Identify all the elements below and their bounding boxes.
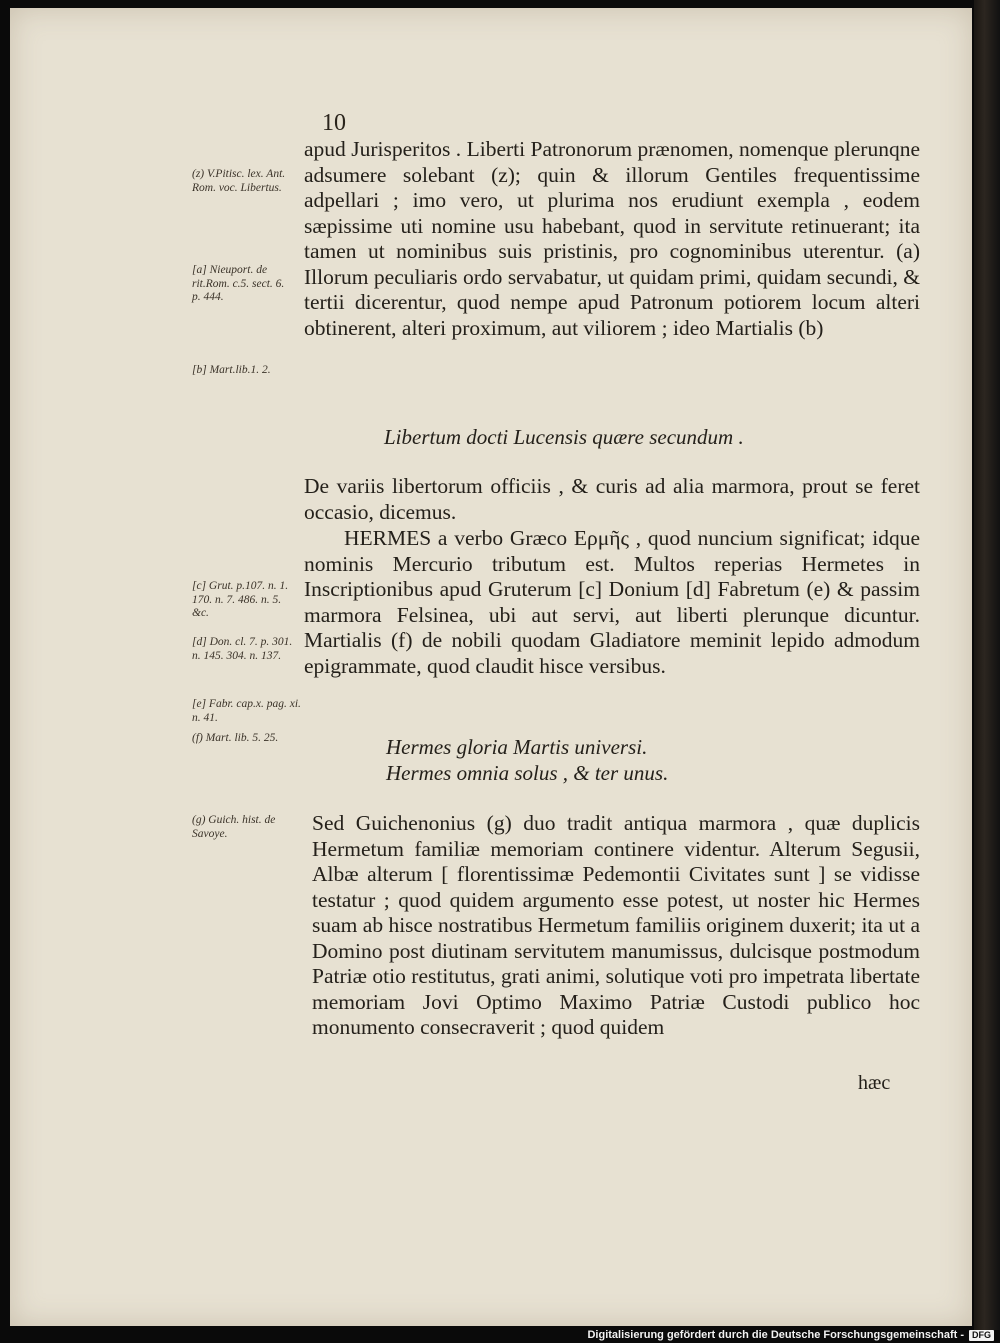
margin-note-f: (f) Mart. lib. 5. 25. bbox=[192, 732, 279, 744]
verse-quote-3: Hermes omnia solus , & ter unus. bbox=[386, 761, 669, 785]
margin-note-a: [a] Nieuport. de rit.Rom. c.5. sect. 6. p. 444. bbox=[192, 264, 285, 303]
credit-text: Digitalisierung gefördert durch die Deutsche Forschungsgemeinschaft - bbox=[587, 1329, 964, 1341]
dfg-logo: DFG bbox=[969, 1330, 994, 1341]
margin-note-c: [c] Grut. p.107. n. 1. 170. n. 7. 486. n. 5. &c. bbox=[192, 580, 289, 619]
book-edge bbox=[974, 0, 1000, 1330]
digitization-credit bbox=[587, 1328, 994, 1342]
margin-note-e: [e] Fabr. cap.x. pag. xi. n. 41. bbox=[192, 698, 301, 724]
margin-note-z: (z) V.Pitisc. lex. Ant. Rom. voc. Libertus. bbox=[192, 168, 286, 194]
paragraph-2: De variis libertorum officiis , & curis ad alia marmora, prout se feret occasio, dicemus. bbox=[304, 474, 920, 524]
catchword: hæc bbox=[858, 1072, 891, 1094]
paragraph-1: apud Jurisperitos . Liberti Patronorum prænomen, nomenque plerunqne adsumere solebant (z); quin & illorum Gentiles frequentissime adpellari ; imo vero, ut plurima nos erudiunt exempla , eodem sæpissime uti nomine usu habebant, quod in servitute retinuerant; ita tamen ut nominibus suis pristinis, pro cognominibus uterentur. (a) Illorum peculiaris ordo servabatur, ut quidam primi, quidam secundi, & tertii dicerentur, quod nempe apud Patronum potiorem locum alteri obtinerent, alteri proximum, aut viliorem ; ideo Martialis (b) bbox=[304, 137, 920, 340]
margin-note-d: [d] Don. cl. 7. p. 301. n. 145. 304. n. 137. bbox=[192, 636, 293, 662]
margin-note-g: (g) Guich. hist. de Savoye. bbox=[192, 814, 276, 840]
page-number: 10 bbox=[322, 110, 346, 136]
paragraph-3: HERMES a verbo Græco Ερμῆς , quod nuncium significat; idque nominis Mercurio tributum est. Multos reperias Hermetes in Inscriptionibus apud Gruterum [c] Donium [d] Fabretum (e) & passim marmora Felsinea, ubi aut servi, aut liberti plerunque dicuntur. Martialis (f) de nobili quodam Gladiatore meminit lepido admodum epigrammate, quod claudit hisce versibus. bbox=[304, 526, 920, 678]
verse-quote-1: Libertum docti Lucensis quære secundum . bbox=[384, 425, 744, 449]
paragraph-4: Sed Guichenonius (g) duo tradit antiqua marmora , quæ duplicis Hermetum familiæ memoriam continere videntur. Alterum Segusii, Albæ alterum [ florentissimæ Pedemontii Civitates sunt ] se vidisse testatur ; quod quidem argumento esse potest, ut noster hic Hermes suam ab hisce nostratibus Hermetum familiis originem duxerit; ita ut a Domino post diutinam servitutem manumissus, dulcisque postmodum Patriæ otio restitutus, grati animi, solutique voti pro impetrata libertate memoriam Jovi Optimo Maximo Patriæ Custodi publico hoc monumento consecraverit ; quod quidem bbox=[312, 811, 920, 1039]
verse-quote-2: Hermes gloria Martis universi. bbox=[386, 735, 648, 759]
margin-note-b: [b] Mart.lib.1. 2. bbox=[192, 364, 271, 376]
